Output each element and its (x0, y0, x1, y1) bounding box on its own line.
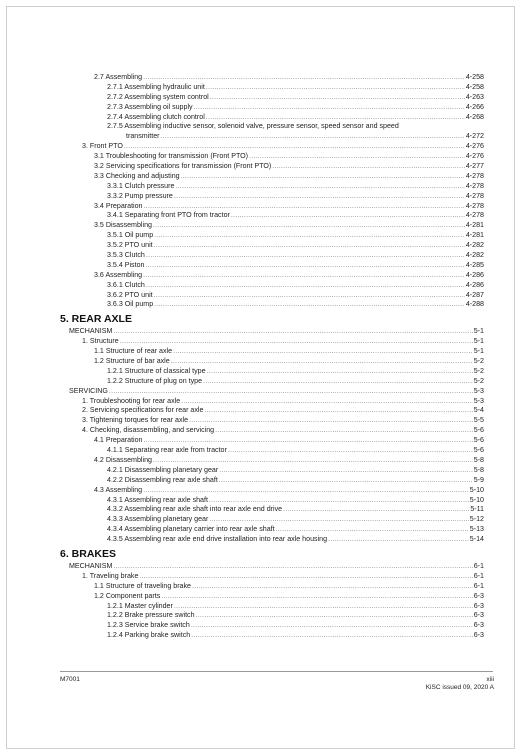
footer-page-number: xiii (486, 676, 494, 683)
toc-entry-title: MECHANISM (69, 561, 113, 570)
toc-entry-title: 4.2.2 Disassembling rear axle shaft (107, 475, 218, 484)
toc-entry[interactable] (60, 446, 484, 456)
toc-entry-page: 5-1 (473, 337, 484, 346)
toc-entry-page: 5-6 (473, 426, 484, 435)
toc-entry[interactable] (60, 611, 484, 621)
toc-entry-title: 2.7.4 Assembling clutch control (107, 112, 205, 121)
toc-entry-page: 4-278 (465, 171, 484, 180)
toc-leader-dots (144, 436, 473, 446)
toc-entry-page: 4-263 (465, 92, 484, 101)
toc-entry-title: 3.5 Disassembling (94, 221, 152, 230)
toc-leader-dots (181, 397, 473, 407)
toc-leader-dots (209, 515, 468, 525)
toc-leader-dots (194, 103, 465, 113)
toc-entry-title: 4.2 Disassembling (94, 455, 152, 464)
toc-leader-dots (154, 241, 465, 251)
toc-entry-title: 3.5.3 Clutch (107, 251, 145, 260)
toc-leader-dots (161, 132, 465, 142)
toc-entry-page: 6-1 (473, 561, 484, 570)
toc-entry[interactable] (60, 221, 484, 231)
toc-leader-dots (154, 291, 465, 301)
toc-entry[interactable] (60, 562, 484, 572)
toc-leader-dots (210, 93, 465, 103)
toc-entry[interactable] (60, 211, 484, 221)
toc-entry-title: 3.6 Assembling (94, 270, 143, 279)
toc-entry[interactable] (60, 602, 484, 612)
toc-entry-title: 1.2.2 Brake pressure switch (107, 611, 195, 620)
footer-divider (60, 671, 493, 672)
toc-entry-title: 3.3.1 Clutch pressure (107, 181, 175, 190)
toc-leader-dots (191, 631, 473, 641)
toc-leader-dots (171, 357, 473, 367)
toc-leader-dots (143, 73, 465, 83)
toc-entry-page: 4-286 (465, 270, 484, 279)
toc-entry-title: 3.1 Troubleshooting for transmission (Front PTO) (94, 152, 249, 161)
toc-entry-title: 2.7.3 Assembling oil supply (107, 102, 193, 111)
toc-entry-page: 4-276 (465, 142, 484, 151)
toc-entry[interactable] (60, 515, 484, 525)
toc-leader-dots (161, 592, 472, 602)
toc-entry-title: 4.3.3 Assembling planetary gear (107, 515, 209, 524)
toc-entry-title: 1. Structure (82, 337, 119, 346)
toc-entry-title: 2.7.2 Assembling system control (107, 92, 209, 101)
toc-entry-title: 3.2 Servicing specifications for transmission (Front PTO) (94, 162, 272, 170)
toc-entry-page: 4-278 (465, 211, 484, 220)
toc-entry-title: 1.1 Structure of rear axle (94, 347, 173, 356)
toc-entry-page: 5-2 (473, 357, 484, 366)
toc-leader-dots (143, 271, 465, 281)
toc-leader-dots (113, 562, 472, 572)
toc-entry[interactable] (60, 397, 484, 407)
toc-leader-dots (120, 337, 473, 347)
toc-entry-page: 5-2 (473, 376, 484, 385)
toc-entry[interactable] (60, 407, 484, 417)
toc-entry-title: 4.3.2 Assembling rear axle shaft into rear axle end drive (107, 505, 283, 514)
toc-entry-title: 3.3.2 Pump pressure (107, 191, 173, 200)
toc-entry[interactable] (60, 572, 484, 582)
section-heading: 5. REAR AXLE (60, 313, 132, 326)
toc-entry-page: 6-3 (473, 631, 484, 640)
toc-entry-page: 5-13 (469, 525, 484, 534)
toc-entry-page: 6-3 (473, 611, 484, 620)
toc-entry-page: 4-272 (465, 132, 484, 141)
toc-entry-title: 3.5.4 Piston (107, 260, 145, 269)
toc-entry[interactable] (60, 387, 484, 397)
toc-entry[interactable] (60, 426, 484, 436)
toc-entry-page: 5-1 (473, 327, 484, 336)
footer-info (426, 676, 494, 692)
toc-entry[interactable] (60, 496, 484, 506)
toc-leader-dots (196, 611, 473, 621)
toc-entry[interactable] (60, 113, 484, 123)
toc-leader-dots (124, 142, 465, 152)
toc-entry-title: 3.5.2 PTO unit (107, 241, 153, 250)
toc-entry-page: 5-11 (470, 505, 484, 514)
toc-entry-title: 1.2.1 Structure of classical type (107, 366, 206, 375)
toc-entry[interactable] (60, 93, 484, 103)
toc-leader-dots (206, 113, 465, 123)
toc-entry-page: 4-288 (465, 300, 484, 309)
toc-entry-page: 5-8 (473, 455, 484, 464)
toc-entry-page: 5-5 (473, 416, 484, 425)
toc-entry-title: 4.3 Assembling (94, 485, 143, 494)
toc-entry-title: 4.1 Preparation (94, 436, 143, 445)
toc-entry-title: 3. Tightening torques for rear axle (82, 416, 189, 425)
toc-leader-dots (203, 377, 473, 387)
toc-leader-dots (173, 347, 473, 357)
toc-entry[interactable] (60, 231, 484, 241)
toc-leader-dots (215, 426, 473, 436)
toc-entry[interactable] (60, 416, 484, 426)
toc-entry[interactable] (60, 122, 484, 132)
toc-leader-dots (146, 251, 465, 261)
toc-entry-title: 2.7.1 Assembling hydraulic unit (107, 82, 205, 91)
toc-entry-page: 5-2 (473, 366, 484, 375)
toc-leader-dots (219, 476, 473, 486)
toc-leader-dots (228, 446, 473, 456)
toc-entry[interactable] (60, 476, 484, 486)
toc-leader-dots (249, 152, 465, 162)
toc-entry-title: 1.2 Structure of bar axle (94, 357, 170, 366)
toc-entry-page: 5-4 (473, 406, 484, 415)
toc-entry-title: 4.3.4 Assembling planetary carrier into rear axle shaft (107, 525, 275, 534)
toc-leader-dots (328, 535, 469, 545)
toc-entry-page: 5-3 (473, 386, 484, 395)
toc-entry-page: 6-3 (473, 621, 484, 630)
toc-entry[interactable] (60, 505, 484, 515)
toc-leader-dots (191, 621, 473, 631)
section-heading: 6. BRAKES (60, 547, 117, 560)
toc-entry-title: 1.2.1 Master cylinder (107, 601, 173, 610)
toc-entry[interactable] (60, 132, 484, 142)
toc-leader-dots (113, 327, 472, 337)
toc-entry-page: 6-1 (473, 581, 484, 590)
toc-entry-page: 4-287 (465, 290, 484, 299)
toc-entry-title: 2.7 Assembling (94, 72, 143, 81)
toc-entry[interactable] (60, 486, 484, 496)
toc-entry[interactable] (60, 337, 484, 347)
toc-entry-page: 4-258 (465, 82, 484, 91)
toc-entry[interactable] (60, 357, 484, 367)
toc-entry[interactable] (60, 347, 484, 357)
toc-entry-page: 5-6 (473, 446, 484, 455)
toc-entry[interactable] (60, 251, 484, 261)
toc-entry[interactable] (60, 327, 484, 337)
toc-leader-dots (204, 406, 472, 416)
toc-entry-title: 2.7.5 Assembling inductive sensor, solenoid valve, pressure sensor, speed sensor and speed (107, 122, 399, 131)
toc-leader-dots (181, 172, 465, 182)
toc-entry-title: 1.2 Component parts (94, 591, 161, 600)
toc-entry[interactable] (60, 103, 484, 113)
toc-entry[interactable] (60, 300, 484, 310)
toc-entry-page: 5-14 (469, 535, 484, 544)
toc-entry[interactable] (60, 281, 484, 291)
toc-leader-dots (192, 582, 473, 592)
toc-entry-page: 5-3 (473, 396, 484, 405)
toc-entry-page: 4-282 (465, 241, 484, 250)
toc-entry-page: 4-281 (465, 221, 484, 230)
toc-entry[interactable] (60, 582, 484, 592)
toc-entry-title: 4.3.5 Assembling rear axle end drive installation into rear axle housing (107, 535, 328, 544)
toc-entry-page: 5-9 (473, 475, 484, 484)
toc-entry-page: 5-10 (469, 485, 484, 494)
footer-manual-code: M7001 (60, 676, 80, 683)
toc-entry[interactable] (60, 261, 484, 271)
toc-entry-page: 5-10 (469, 495, 484, 504)
toc-entry-page: 4-286 (465, 280, 484, 289)
toc-entry-title: 1. Traveling brake (82, 571, 139, 580)
toc-entry-page: 6-3 (473, 601, 484, 610)
toc-entry-page: 4-266 (465, 102, 484, 111)
toc-leader-dots (154, 231, 465, 241)
toc-entry-title: SERVICING (69, 386, 108, 395)
toc-entry[interactable] (60, 182, 484, 192)
toc-entry[interactable] (60, 535, 484, 545)
toc-leader-dots (283, 505, 469, 515)
footer-issue: KiSC issued 09, 2020 A (425, 684, 494, 691)
toc-leader-dots (154, 300, 465, 310)
toc-leader-dots (143, 486, 469, 496)
toc-entry[interactable] (60, 192, 484, 202)
toc-leader-dots (146, 281, 465, 291)
toc-entry-title: 3.6.1 Clutch (107, 280, 145, 289)
toc-leader-dots (189, 416, 473, 426)
toc-entry-title: 4.2.1 Disassembling planetary gear (107, 465, 219, 474)
toc-entry[interactable] (60, 377, 484, 387)
toc-entry-title: 1.2.4 Parking brake switch (107, 631, 191, 640)
toc-entry-page: 6-1 (473, 571, 484, 580)
toc-entry-page: 4-278 (465, 201, 484, 210)
toc-entry-title: 3.6.2 PTO unit (107, 290, 153, 299)
toc-entry-title: transmitter (126, 132, 160, 141)
toc-entry-title: 4.1.1 Separating rear axle from tractor (107, 446, 227, 455)
toc-leader-dots (145, 261, 464, 271)
toc-entry-page: 4-278 (465, 181, 484, 190)
toc-leader-dots (231, 211, 465, 221)
toc-leader-dots (175, 182, 464, 192)
toc-entry-title: 1. Troubleshooting for rear axle (82, 396, 181, 405)
table-of-contents (60, 73, 484, 641)
toc-entry[interactable] (60, 73, 484, 83)
toc-entry-page: 4-282 (465, 251, 484, 260)
toc-entry-title: 4.3.1 Assembling rear axle shaft (107, 495, 208, 504)
toc-entry[interactable] (60, 621, 484, 631)
toc-leader-dots (276, 525, 469, 535)
toc-entry-title: 3.3 Checking and adjusting (94, 171, 180, 180)
toc-entry-page: 4-268 (465, 112, 484, 121)
toc-entry[interactable] (60, 202, 484, 212)
toc-entry-title: 4. Checking, disassembling, and servicing (82, 426, 215, 435)
toc-entry-title: 1.2.3 Service brake switch (107, 621, 190, 630)
toc-entry[interactable] (60, 367, 484, 377)
toc-entry-title: 3. Front PTO (82, 142, 123, 151)
toc-entry-page: 4-276 (465, 152, 484, 161)
toc-entry-page: 5-1 (473, 347, 484, 356)
toc-entry[interactable] (60, 172, 484, 182)
toc-entry[interactable] (60, 456, 484, 466)
toc-entry-title: 3.5.1 Oil pump (107, 231, 154, 240)
toc-entry[interactable] (60, 152, 484, 162)
toc-entry[interactable] (60, 631, 484, 641)
toc-entry[interactable] (60, 525, 484, 535)
toc-entry[interactable] (60, 241, 484, 251)
toc-entry[interactable] (60, 592, 484, 602)
toc-entry-title: 1.2.2 Structure of plug on type (107, 376, 203, 385)
toc-entry-title: 3.4 Preparation (94, 201, 143, 210)
toc-leader-dots (109, 387, 473, 397)
toc-entry-page: 5-12 (469, 515, 484, 524)
toc-entry-page: 6-3 (473, 591, 484, 600)
toc-entry-page: 4-281 (465, 231, 484, 240)
toc-leader-dots (144, 202, 465, 212)
toc-entry-title: 2. Servicing specifications for rear axle (82, 406, 204, 415)
toc-entry-title: MECHANISM (69, 327, 113, 336)
toc-entry[interactable] (60, 142, 484, 152)
toc-leader-dots (174, 602, 473, 612)
toc-leader-dots (219, 466, 473, 476)
toc-entry-page: 5-8 (473, 465, 484, 474)
toc-entry-title: 3.6.3 Oil pump (107, 300, 154, 309)
toc-entry[interactable] (60, 291, 484, 301)
toc-entry-page: 5-6 (473, 436, 484, 445)
toc-entry[interactable] (60, 436, 484, 446)
toc-entry[interactable] (60, 466, 484, 476)
toc-entry[interactable] (60, 83, 484, 93)
toc-leader-dots (139, 572, 472, 582)
toc-leader-dots (153, 456, 473, 466)
toc-leader-dots (206, 83, 465, 93)
toc-leader-dots (153, 221, 465, 231)
toc-entry-page: 4-285 (465, 260, 484, 269)
toc-entry-page: 4-277 (465, 162, 484, 170)
toc-leader-dots (207, 367, 473, 377)
toc-leader-dots (209, 496, 469, 506)
toc-entry-title: 1.1 Structure of traveling brake (94, 581, 191, 590)
toc-entry[interactable] (60, 271, 484, 281)
toc-entry-title: 3.4.1 Separating front PTO from tractor (107, 211, 230, 220)
toc-leader-dots (272, 162, 465, 172)
toc-entry-page: 4-278 (465, 191, 484, 200)
toc-leader-dots (174, 192, 465, 202)
toc-entry[interactable] (60, 162, 484, 172)
toc-entry-page: 4-258 (465, 72, 484, 81)
